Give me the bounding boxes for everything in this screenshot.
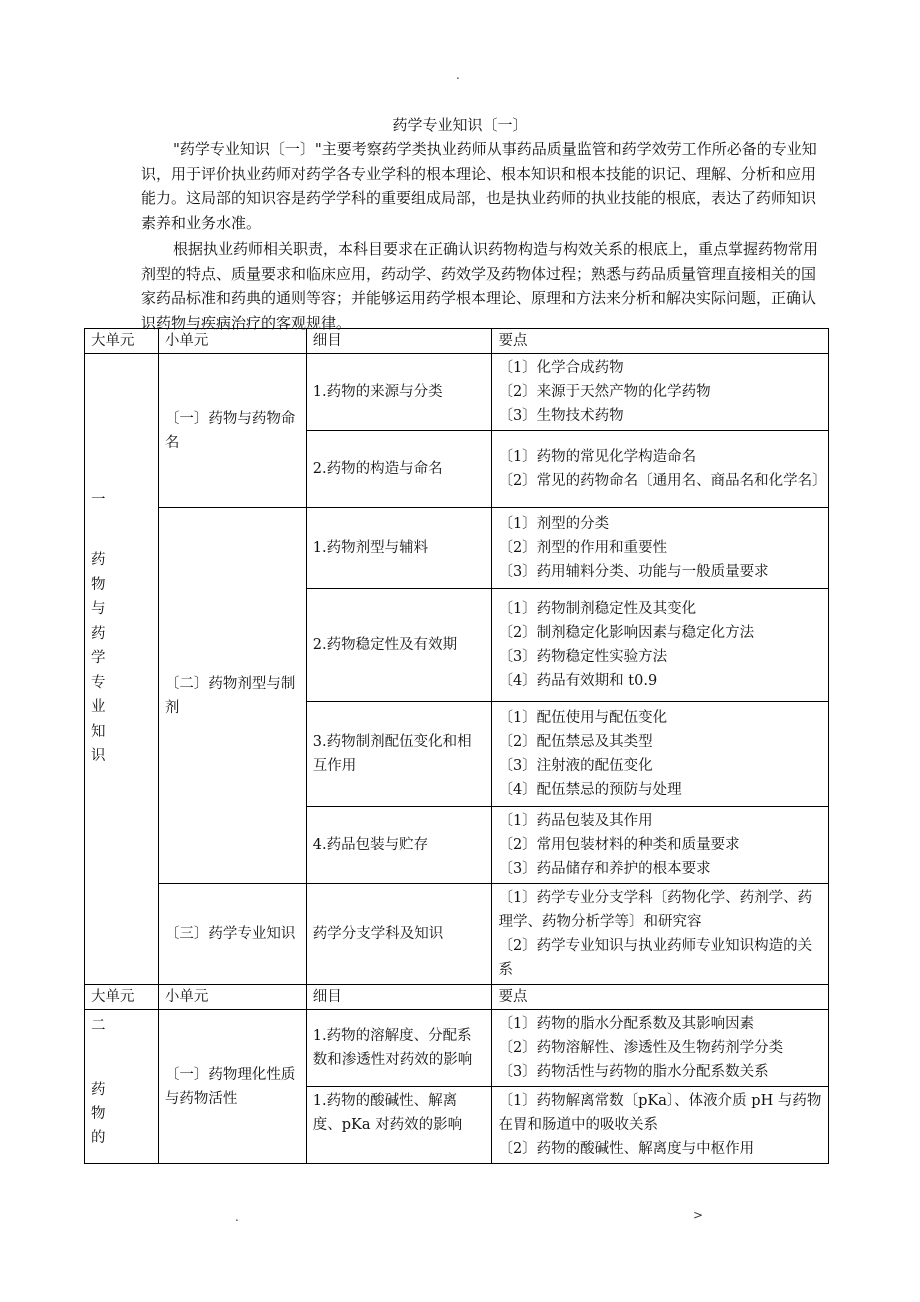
header-key-points: 要点	[492, 985, 829, 1010]
minor-unit-1-1: 〔一〕药物与药物命名	[158, 354, 306, 508]
key-point: 〔1〕药物制剂稳定性及其变化	[498, 601, 697, 617]
key-point: 〔1〕药物的常见化学构造命名	[498, 449, 697, 465]
key-point: 〔3〕药品储存和养护的根本要求	[498, 861, 711, 877]
points-1-3-1	[492, 884, 829, 985]
key-point: 〔3〕注射液的配伍变化	[498, 758, 653, 774]
detail-1-1-1: 1.药物的来源与分类	[306, 354, 492, 431]
detail-1-2-2: 2.药物稳定性及有效期	[306, 589, 492, 702]
points-1-2-4	[492, 807, 829, 884]
major-unit-1-number: 一	[91, 492, 106, 508]
detail-1-2-4: 4.药品包装与贮存	[306, 807, 492, 884]
minor-unit-1-3: 〔三〕药学专业知识	[158, 884, 306, 985]
key-point: 〔1〕药物解离常数〔pKa〕、体液介质 pH 与药物在胃和肠道中的吸收关系	[498, 1093, 822, 1133]
page-mark-bottom-left: .	[235, 1210, 239, 1224]
table-row	[85, 354, 829, 431]
syllabus-table	[84, 328, 829, 1164]
major-unit-2-name: 药物的	[91, 1082, 106, 1146]
key-point: 〔1〕化学合成药物	[498, 360, 624, 376]
header-detail: 细目	[306, 329, 492, 354]
detail-2-1-1: 1.药物的溶解度、分配系数和渗透性对药效的影响	[306, 1010, 492, 1087]
intro-paragraph-2: 根据执业药师相关职责，本科目要求在正确认识药物构造与构效关系的根底上，重点掌握药物常用剂型的特点、质量要求和临床应用，药动学、药效学及药物体过程；熟悉与药品质量管理直接相关的国家药品标准和药典的通则等容；并能够运用药学根本理论、原理和方法来分析和解决实际问题，正确认识药物与疾病治疗的客观规律。	[141, 240, 819, 332]
detail-1-2-3: 3.药物制剂配伍变化和相互作用	[306, 702, 492, 807]
key-point: 〔3〕药物活性与药物的脂水分配系数关系	[498, 1064, 769, 1080]
key-point: 〔2〕配伍禁忌及其类型	[498, 734, 653, 750]
key-point: 〔2〕药物溶解性、渗透性及生物药剂学分类	[498, 1040, 784, 1056]
page-mark-bottom-right: >	[693, 1208, 704, 1222]
key-point: 〔2〕药物的酸碱性、解离度与中枢作用	[498, 1141, 755, 1157]
key-point: 〔4〕药品有效期和 t0.9	[498, 673, 658, 689]
header-detail: 细目	[306, 985, 492, 1010]
key-point: 〔3〕药物稳定性实验方法	[498, 649, 668, 665]
points-2-1-2	[492, 1087, 829, 1164]
minor-unit-2-1: 〔一〕药物理化性质与药物活性	[158, 1010, 306, 1164]
key-point: 〔2〕来源于天然产物的化学药物	[498, 384, 711, 400]
points-1-2-2	[492, 589, 829, 702]
key-point: 〔3〕生物技术药物	[498, 408, 624, 424]
points-1-2-1	[492, 508, 829, 589]
points-1-2-3	[492, 702, 829, 807]
major-unit-1	[85, 354, 159, 985]
major-unit-2	[85, 1010, 159, 1164]
header-key-points: 要点	[492, 329, 829, 354]
key-point: 〔2〕常用包装材料的种类和质量要求	[498, 837, 740, 853]
key-point: 〔1〕药品包装及其作用	[498, 813, 653, 829]
table-row	[85, 508, 829, 589]
key-point: 〔1〕药学专业分支学科〔药物化学、药剂学、药理学、药物分析学等〕和研究容	[498, 890, 813, 930]
major-unit-2-number: 二	[91, 1018, 106, 1034]
header-minor-unit: 小单元	[158, 985, 306, 1010]
header-major-unit: 大单元	[85, 985, 159, 1010]
table-header-row	[85, 329, 829, 354]
table-row	[85, 1010, 829, 1087]
key-point: 〔4〕配伍禁忌的预防与处理	[498, 782, 682, 798]
minor-unit-1-2: 〔二〕药物剂型与制剂	[158, 508, 306, 884]
key-point: 〔3〕药用辅料分类、功能与一般质量要求	[498, 564, 769, 580]
header-minor-unit: 小单元	[158, 329, 306, 354]
key-point: 〔2〕常见的药物命名〔通用名、商品名和化学名〕	[498, 473, 827, 489]
detail-1-1-2: 2.药物的构造与命名	[306, 431, 492, 508]
major-unit-1-name: 药物与药学专业知识	[91, 552, 106, 764]
table-header-row	[85, 985, 829, 1010]
key-point: 〔1〕配伍使用与配伍变化	[498, 710, 668, 726]
header-major-unit: 大单元	[85, 329, 159, 354]
key-point: 〔2〕制剂稳定化影响因素与稳定化方法	[498, 625, 755, 641]
key-point: 〔1〕剂型的分类	[498, 516, 610, 532]
key-point: 〔1〕药物的脂水分配系数及其影响因素	[498, 1016, 755, 1032]
detail-1-2-1: 1.药物剂型与辅料	[306, 508, 492, 589]
key-point: 〔2〕药学专业知识与执业药师专业知识构造的关系	[498, 938, 813, 978]
key-point: 〔2〕剂型的作用和重要性	[498, 540, 668, 556]
points-1-1-1	[492, 354, 829, 431]
intro-paragraph-1: "药学专业知识〔一〕"主要考察药学类执业药师从事药品质量监管和药学效劳工作所必备的专业知识，用于评价执业药师对药学各专业学科的根本理论、根本知识和根本技能的识记、理解、分析和应用能力。这局部的知识容是药学学科的重要组成局部，也是执业药师的执业技能的根底，表达了药师知识素养和业务水准。	[141, 140, 817, 232]
points-1-1-2	[492, 431, 829, 508]
page-mark-top: .	[456, 68, 460, 82]
document-title: 药学专业知识〔一〕	[392, 116, 528, 134]
detail-1-3-1: 药学分支学科及知识	[306, 884, 492, 985]
points-2-1-1	[492, 1010, 829, 1087]
detail-2-1-2: 1.药物的酸碱性、解离度、pKa 对药效的影响	[306, 1087, 492, 1164]
table-row	[85, 884, 829, 985]
